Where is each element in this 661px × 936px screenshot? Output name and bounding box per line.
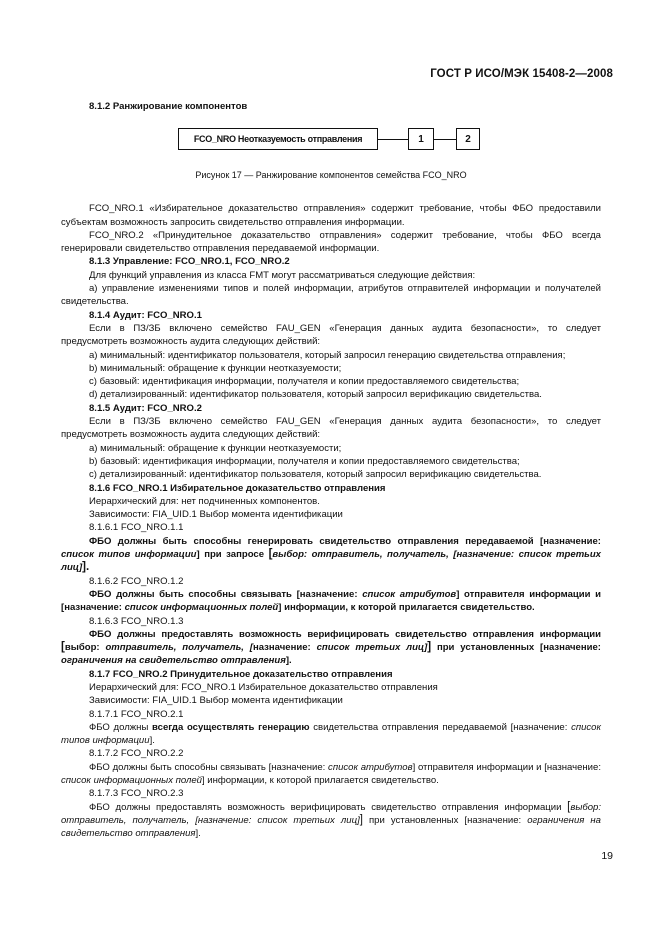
- element-817-1-number: 8.1.7.1 FCO_NRO.2.1: [89, 708, 184, 720]
- section-814-item-c: c) базовый: идентификация информации, получателя и копии предоставляемого свидетельства;: [89, 376, 520, 388]
- section-815-heading: 8.1.5 Аудит: FCO_NRO.2: [89, 402, 202, 414]
- section-817-dependencies: Зависимости: FIA_UID.1 Выбор момента идентификации: [89, 695, 343, 707]
- connector-line-2: [434, 139, 456, 140]
- section-817-heading: 8.1.7 FCO_NRO.2 Принудительное доказательство отправления: [89, 668, 393, 680]
- section-817-hierarchy: Иерархический для: FCO_NRO.1 Избирательное доказательство отправления: [89, 681, 438, 693]
- element-816-3-number: 8.1.6.3 FCO_NRO.1.3: [89, 615, 184, 627]
- section-813-item-a: а) управление изменениями типов и полей информации, атрибутов отправителей информации и получателей свидетельства.: [61, 283, 601, 308]
- component-box-2: 2: [456, 128, 480, 150]
- element-817-2-number: 8.1.7.2 FCO_NRO.2.2: [89, 748, 184, 760]
- element-817-3-number: 8.1.7.3 FCO_NRO.2.3: [89, 788, 184, 800]
- section-815-item-c: c) детализированный: идентификатор пользователя, который запросил верификацию свидетельства.: [89, 469, 542, 481]
- standard-header: ГОСТ Р ИСО/МЭК 15408-2—2008: [430, 68, 613, 80]
- intro-paragraph-2: FCO_NRO.2 «Принудительное доказательство отправления» содержит требование, чтобы ФБО всегда генерировали свидетельство отправления передаваемой информации.: [61, 229, 601, 255]
- component-box-1: 1: [408, 128, 434, 150]
- section-815-paragraph: Если в ПЗ/ЗБ включено семейство FAU_GEN «Генерация данных аудита безопасности», то следует предусмотреть возможность аудита следующих действий:: [61, 416, 601, 441]
- element-816-3-text: ФБО должны предоставлять возможность верифицировать свидетельство отправления информации [выбор: отправитель, получатель, [назначение: список третьих лиц]] при установленных [назначение: ограничения на свидетельство отправления].: [61, 628, 601, 667]
- section-814-item-d: d) детализированный: идентификатор пользователя, который запросил верификацию свидетельства.: [89, 389, 542, 401]
- element-817-1-text: ФБО должны всегда осуществлять генерацию свидетельства отправления передаваемой [назначение: список типов информации].: [61, 721, 601, 747]
- element-816-1-text: ФБО должны быть способны генерировать свидетельство отправления передаваемой [назначение: список типов информации] при запросе [выбор: отправитель, получатель, [назначение: список третьих лиц]].: [61, 535, 601, 574]
- section-816-dependencies: Зависимости: FIA_UID.1 Выбор момента идентификации: [89, 509, 343, 521]
- section-813-heading: 8.1.3 Управление: FCO_NRO.1, FCO_NRO.2: [89, 256, 290, 268]
- section-812-heading: 8.1.2 Ранжирование компонентов: [89, 101, 248, 112]
- page-number: 19: [601, 850, 613, 862]
- section-815-item-b: b) базовый: идентификация информации, получателя и копии предоставляемого свидетельства;: [89, 455, 520, 467]
- family-box: FCO_NRO Неотказуемость отправления: [178, 128, 378, 150]
- element-816-2-text: ФБО должны быть способны связывать [назначение: список атрибутов] отправителя информации и [назначение: список информационных полей] информации, к которой прилагается свидетельство.: [61, 588, 602, 614]
- section-813-paragraph: Для функций управления из класса FMT могут рассматриваться следующие действия:: [89, 269, 476, 281]
- section-814-item-b: b) минимальный: обращение к функции неотказуемости;: [89, 362, 342, 374]
- element-816-1-number: 8.1.6.1 FCO_NRO.1.1: [89, 522, 184, 534]
- section-816-heading: 8.1.6 FCO_NRO.1 Избирательное доказательство отправления: [89, 482, 386, 494]
- figure-17: [61, 119, 601, 179]
- document-body: [61, 100, 601, 841]
- element-817-3-text: ФБО должны предоставлять возможность верифицировать свидетельство отправления информации [выбор: отправитель, получатель, [назначение: список третьих лиц]] при установленных [назначение: ограничения на свидетельство отправления].: [61, 800, 601, 840]
- section-814-heading: 8.1.4 Аудит: FCO_NRO.1: [89, 309, 202, 321]
- section-816-hierarchy: Иерархический для: нет подчиненных компонентов.: [89, 495, 320, 507]
- figure-caption: Рисунок 17 — Ранжирование компонентов семейства FCO_NRO: [195, 170, 467, 181]
- section-814-paragraph: Если в ПЗ/ЗБ включено семейство FAU_GEN «Генерация данных аудита безопасности», то следует предусмотреть возможность аудита следующих действий:: [61, 322, 601, 348]
- section-814-item-a: а) минимальный: идентификатор пользователя, который запросил генерацию свидетельства отправления;: [89, 349, 566, 361]
- intro-paragraph-1: FCO_NRO.1 «Избирательное доказательство отправления» содержит требование, чтобы ФБО предоставили субъектам возможность запросить свидетельство отправления информации.: [61, 203, 601, 228]
- connector-line-1: [378, 139, 408, 140]
- element-817-2-text: ФБО должны быть способны связывать [назначение: список атрибутов] отправителя информации и [назначение: список информационных полей] информации, к которой прилагается свидетельство.: [61, 761, 601, 787]
- section-815-item-a: а) минимальный: обращение к функции неотказуемости;: [89, 442, 342, 454]
- element-816-2-number: 8.1.6.2 FCO_NRO.1.2: [89, 575, 184, 587]
